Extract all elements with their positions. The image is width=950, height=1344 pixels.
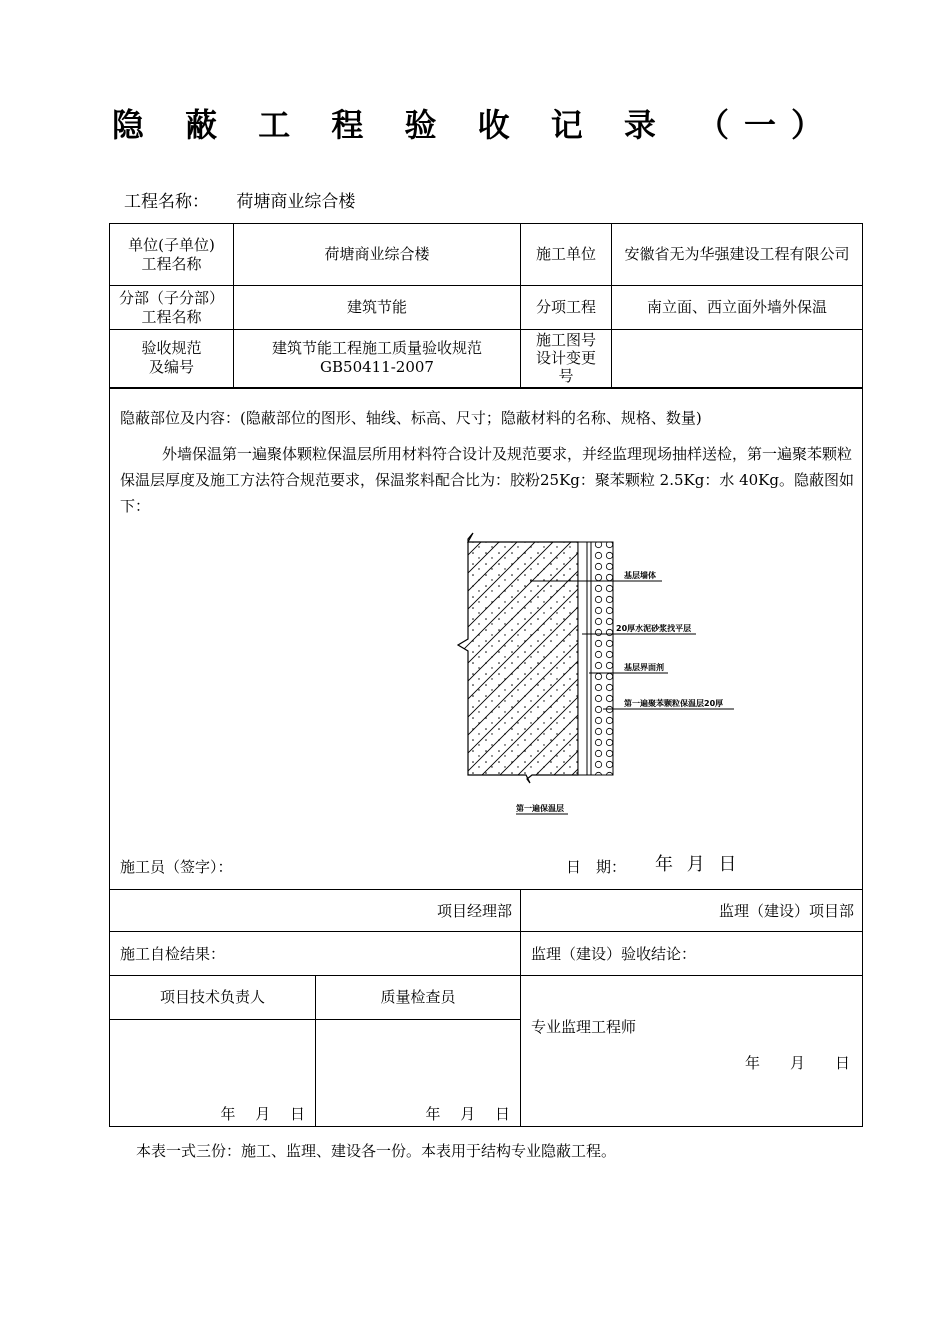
- label-insulation-layer: 第一遍聚苯颗粒保温层20厚: [624, 698, 724, 708]
- supervising-engineer-label: 专业监理工程师: [531, 1017, 637, 1036]
- label-interface-agent: 基层界面剂: [624, 662, 664, 672]
- project-name-line: [124, 187, 355, 212]
- form-title: 隐 蔽 工 程 验 收 记 录 （一）: [111, 106, 839, 144]
- label-leveling-layer: 20厚水泥砂浆找平层: [616, 623, 692, 633]
- form-footnote: 本表一式三份：施工、监理、建设各一份。本表用于结构专业隐蔽工程。: [136, 1142, 617, 1160]
- contractor-label: 施工单位: [521, 224, 612, 286]
- date-value: 年 月 日: [655, 853, 741, 875]
- drawing-number-label: 施工图号 设计变更 号: [521, 330, 612, 388]
- insulation-section-diagram: [340, 539, 724, 819]
- label-base-wall: 基层墙体: [624, 570, 656, 580]
- tech-lead-label: 项目技术负责人: [110, 975, 316, 1019]
- quality-inspector-label: 质量检查员: [316, 975, 521, 1019]
- diagram-caption: 第一遍保温层: [516, 803, 564, 813]
- unit-name-label: 单位(子单位) 工程名称: [110, 224, 234, 286]
- quality-inspector-date: 年 月 日: [316, 1019, 521, 1126]
- content-heading: 隐蔽部位及内容：(隐蔽部位的图形、轴线、标高、尺寸；隐蔽材料的名称、规格、数量): [120, 408, 702, 427]
- supervising-engineer-cell: [521, 975, 863, 1126]
- constructor-signature-label: 施工员（签字）：: [120, 857, 233, 876]
- leveling-layer-shape: [578, 542, 587, 775]
- date-label: 日 期：: [566, 857, 627, 876]
- insulation-layer-shape: [591, 542, 613, 775]
- project-manager-dept: 项目经理部: [110, 889, 521, 931]
- base-wall-shape: [458, 533, 578, 783]
- item-label: 分项工程: [521, 286, 612, 330]
- subdivision-value: 建筑节能: [234, 286, 521, 330]
- interface-agent-shape: [587, 542, 591, 775]
- unit-name-value: 荷塘商业综合楼: [234, 224, 521, 286]
- hidden-work-content: [110, 388, 863, 890]
- project-name-label: 工程名称：: [124, 192, 209, 212]
- subdivision-label: 分部（子分部） 工程名称: [110, 286, 234, 330]
- drawing-number-value: [612, 330, 863, 388]
- supervision-conclusion-label: 监理（建设）验收结论：: [521, 931, 863, 975]
- self-check-result-label: 施工自检结果：: [110, 931, 521, 975]
- spec-value: 建筑节能工程施工质量验收规范 GB50411-2007: [234, 330, 521, 388]
- spec-label: 验收规范 及编号: [110, 330, 234, 388]
- item-value: 南立面、西立面外墙外保温: [612, 286, 863, 330]
- contractor-value: 安徽省无为华强建设工程有限公司: [612, 224, 863, 286]
- content-body: 外墙保温第一遍聚体颗粒保温层所用材料符合设计及规范要求，并经监理现场抽样送检，第一遍聚苯颗粒保温层厚度及施工方法符合规范要求，保温浆料配合比为：胶粉25Kg：聚苯颗粒 2.5Kg：水 40Kg。隐蔽图如下：: [120, 444, 854, 515]
- supervision-dept: 监理（建设）项目部: [521, 889, 863, 931]
- supervising-engineer-date: 年 月 日: [745, 1053, 851, 1072]
- tech-lead-date: 年 月 日: [110, 1019, 316, 1126]
- inspection-record-table: [109, 223, 863, 1127]
- project-name-value: 荷塘商业综合楼: [236, 192, 356, 212]
